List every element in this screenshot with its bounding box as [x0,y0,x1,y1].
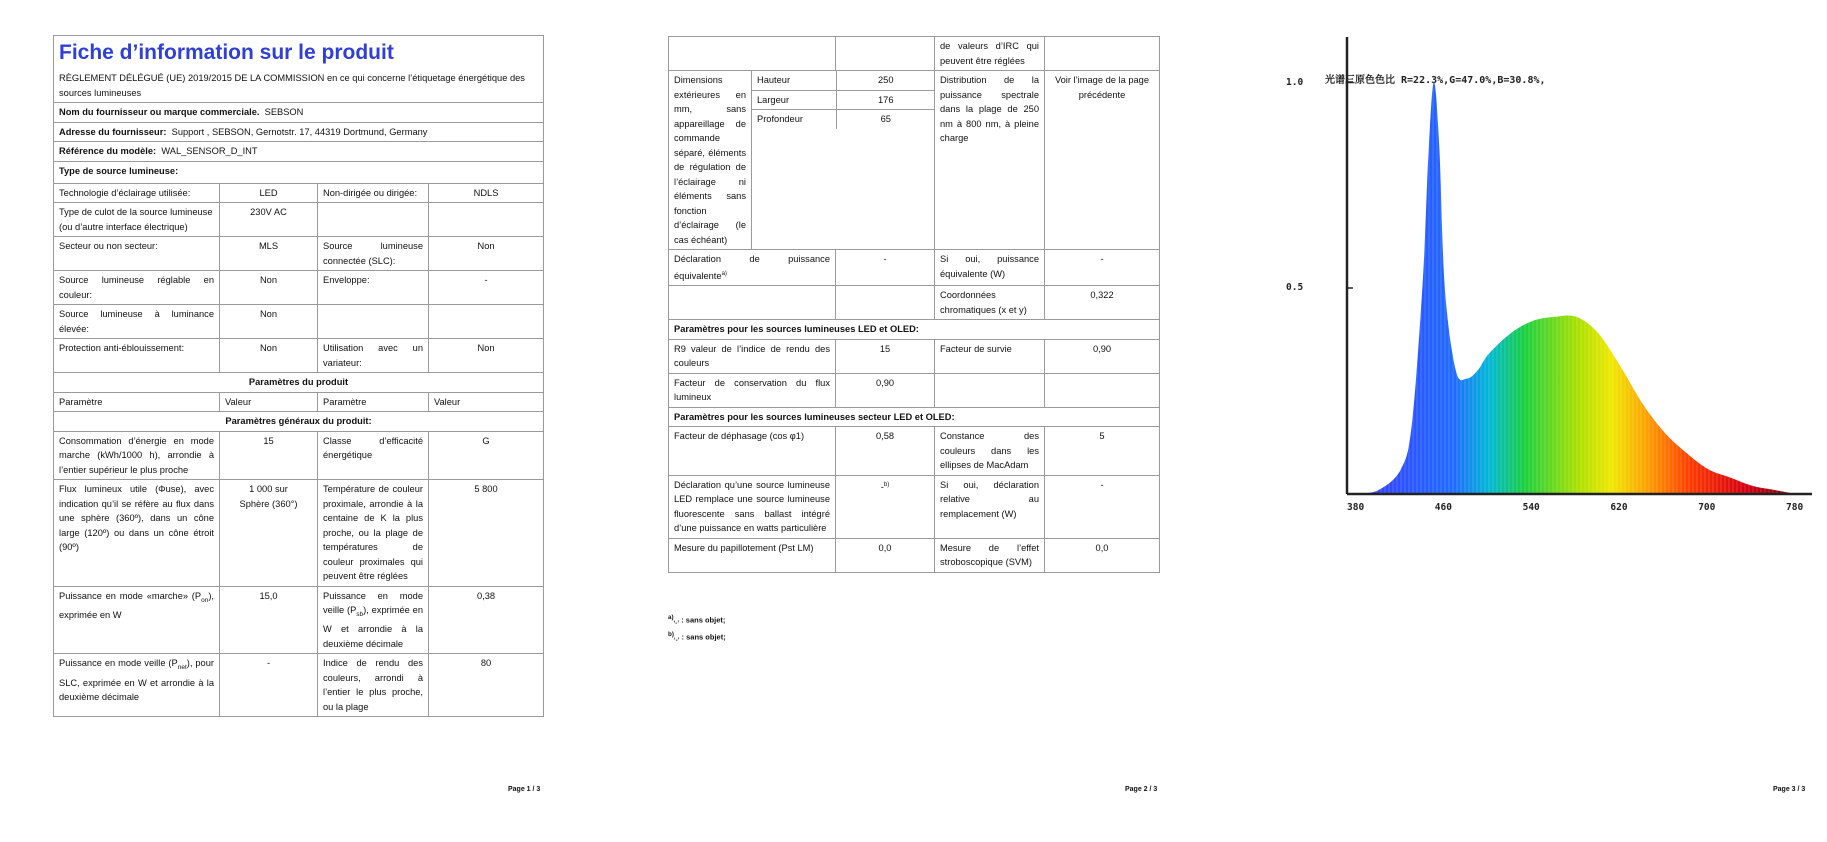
y-tick-label-05: 0.5 [1286,282,1304,293]
stroboscopic-label: Mesure de l’effet stroboscopique (SVM) [935,538,1045,572]
page-number-3: Page 3 / 3 [1773,786,1806,793]
mains-value: MLS [220,237,318,271]
directed-label: Non-dirigée ou dirigée: [318,183,429,203]
document-title: Fiche d’information sur le produit [59,41,394,64]
page-3 [1220,0,1827,842]
cap-value: 230V AC [220,203,318,237]
model-value: WAL_SENSOR_D_INT [161,146,258,156]
depth-value: 65 [836,110,935,129]
equiv-label: Déclaration de puissance équivalente$^{a)}$ [669,250,836,286]
tech-value: LED [220,183,318,203]
directed-value: NDLS [429,183,544,203]
slc-label: Source lumineuse connectée (SLC): [318,237,429,271]
flicker-label: Mesure du papillotement (Pst LM) [669,538,836,572]
luminance-value: Non [220,305,318,339]
spectral-distribution-chart [1220,0,1827,560]
chroma-value: 0,322 [1045,286,1160,320]
colour-tunable-value: Non [220,271,318,305]
address-value: Support , SEBSON, Gernotstr. 17, 44319 Dortmund, Germany [171,126,428,137]
product-info-table-p1 [53,35,544,717]
dimmer-label: Utilisation avec un variateur: [318,339,429,373]
footnote-a: $^{a)}_{‘-’}$ : sans objet; [668,614,726,627]
spectrum-title: 光谱三原色色比 R=22.3%,G=47.0%,B=30.8%, [1325,75,1546,86]
slc-value: Non [429,237,544,271]
mains-label: Secteur ou non secteur: [54,237,220,271]
pnet-value: - [220,654,318,717]
col-header-value-2: Valeur [429,392,544,412]
mains-led-params-heading: Paramètres pour les sources lumineuses secteur LED et OLED: [669,407,1160,427]
spectrum-area [1357,72,1796,494]
width-label: Largeur [752,90,836,110]
x-tick-label-780: 780 [1786,502,1804,513]
x-tick-label-380: 380 [1347,502,1365,513]
survival-label: Facteur de survie [935,339,1045,373]
height-label: Hauteur [752,71,836,90]
efficiency-class-label: Classe d’efficacité énergétique [318,431,429,480]
footnote-b: $^{b)}_{‘-’}$ : sans objet; [668,631,726,644]
page-number-1: Page 1 / 3 [508,786,541,793]
flux-label: Flux lumineux utile (Φuse), avec indication qu’il se réfère au flux dans une sphère (360º), dans un cône large (120º) ou dans un cône étroit (90º) [54,480,220,587]
width-value: 176 [836,90,935,110]
cct-value: 5 800 [429,480,544,587]
flux-value: 1 000 sur Sphère (360°) [220,480,318,587]
cap-label: Type de culot de la source lumineuse (ou d’autre interface électrique) [54,203,220,237]
tech-label: Technologie d’éclairage utilisée: [54,183,220,203]
product-params-heading: Paramètres du produit [54,373,544,393]
x-tick-label-700: 700 [1698,502,1716,513]
cri-value: 80 [429,654,544,717]
supplier-value: SEBSON [264,107,304,117]
dimmer-value: Non [429,339,544,373]
replacement-power-label: Si oui, déclaration relative au remplacement (W) [935,475,1045,538]
address-row: Adresse du fournisseur: Support , SEBSON, Gernotstr. 17, 44319 Dortmund, Germany [54,122,544,142]
light-source-type-heading: Type de source lumineuse: [54,161,544,183]
r9-value: 15 [836,339,935,373]
stroboscopic-value: 0,0 [1045,538,1160,572]
equiv-power-value: - [1045,250,1160,286]
page-number-2: Page 2 / 3 [1125,786,1158,793]
pnet-label: Puissance en mode veille $(P_{net})$, pour SLC, exprimée en W et arrondie à la deuxième décimale [54,654,220,717]
dimensions-label: Dimensions extérieures en mm, sans appareillage de commande séparé, éléments de régulation de l’éclairage ni éléments sans fonction d’éclairage (le cas échéant) [669,71,752,250]
colour-tunable-label: Source lumineuse réglable en couleur: [54,271,220,305]
luminance-label: Source lumineuse à luminance élevée: [54,305,220,339]
chroma-label: Coordonnées chromatiques (x et y) [935,286,1045,320]
equiv-power-label: Si oui, puissance équivalente (W) [935,250,1045,286]
consumption-value: 15 [220,431,318,480]
page-1 [0,0,560,842]
x-tick-label-620: 620 [1610,502,1628,513]
led-params-heading: Paramètres pour les sources lumineuses LED et OLED: [669,320,1160,340]
survival-value: 0,90 [1045,339,1160,373]
macadam-label: Constance des couleurs dans les ellipses de MacAdam [935,427,1045,476]
dimensions-subtable [752,71,935,129]
phase-label: Facteur de déphasage (cos φ1) [669,427,836,476]
cri-continuation: de valeurs d’IRC qui peuvent être réglées [935,37,1045,71]
general-params-heading: Paramètres généraux du produit: [54,412,544,432]
cri-label: Indice de rendu des couleurs, arrondi à l’entier le plus proche, ou la plage [318,654,429,717]
glare-value: Non [220,339,318,373]
envelope-value: - [429,271,544,305]
lumen-maintenance-value: 0,90 [836,373,935,407]
equiv-value: - [836,250,935,286]
envelope-label: Enveloppe: [318,271,429,305]
spectral-value: Voir l’image de la page précédente [1045,71,1160,250]
pon-label: Puissance en mode «marche» $(P_{on})$, exprimée en W [54,586,220,654]
glare-label: Protection anti-éblouissement: [54,339,220,373]
macadam-value: 5 [1045,427,1160,476]
regulation-text: RÈGLEMENT DÉLÉGUÉ (UE) 2019/2015 DE LA COMMISSION en ce qui concerne l’étiquetage énergétique des sources lumineuses [54,69,544,103]
lumen-maintenance-label: Facteur de conservation du flux lumineux [669,373,836,407]
x-tick-label-540: 540 [1522,502,1540,513]
col-header-param: Paramètre [54,392,220,412]
efficiency-class-value: G [429,431,544,480]
replacement-label: Déclaration qu’une source lumineuse LED remplace une source lumineuse fluorescente sans ballast intégré d’une puissance en watts particulière [669,475,836,538]
product-info-table-p2 [668,36,1160,573]
x-tick-label-460: 460 [1434,502,1452,513]
consumption-label: Consommation d’énergie en mode marche (kWh/1000 h), arrondie à l’entier supérieur le plus proche [54,431,220,480]
r9-label: R9 valeur de l’indice de rendu des couleurs [669,339,836,373]
model-row: Référence du modèle: WAL_SENSOR_D_INT [54,142,544,162]
supplier-row: Nom du fournisseur ou marque commerciale. SEBSON [54,103,544,123]
col-header-value: Valeur [220,392,318,412]
spectral-label: Distribution de la puissance spectrale dans la plage de 250 nm à 800 nm, à pleine charge [935,71,1045,250]
page-2 [600,0,1180,842]
replacement-power-value: - [1045,475,1160,538]
height-value: 250 [836,71,935,90]
pon-value: 15,0 [220,586,318,654]
col-header-param-2: Paramètre [318,392,429,412]
cct-label: Température de couleur proximale, arrondie à la centaine de K la plus proche, ou la plage de températures de couleur proximales qui peuvent être réglées [318,480,429,587]
flicker-value: 0,0 [836,538,935,572]
y-tick-label-1: 1.0 [1286,77,1304,88]
psb-label: Puissance en mode veille $(P_{sb})$, exprimée en W et arrondie à la deuxième décimale [318,586,429,654]
depth-label: Profondeur [752,110,836,129]
phase-value: 0,58 [836,427,935,476]
psb-value: 0,38 [429,586,544,654]
replacement-value: -$^{b)}$ [836,475,935,538]
